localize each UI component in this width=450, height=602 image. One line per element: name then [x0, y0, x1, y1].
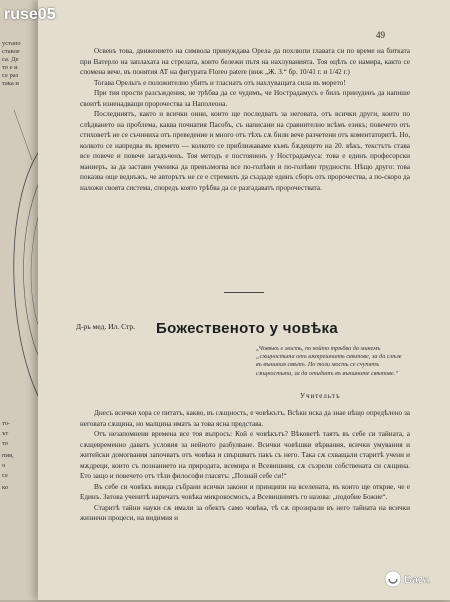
- article-body: [80, 408, 410, 524]
- article-author: Д-рь мед. Ил. Стр.: [76, 322, 136, 331]
- facing-text: то-: [2, 420, 11, 427]
- badge-label: Baza: [404, 574, 430, 586]
- paragraph: При тия прости разсъждения, не трѣбва да се чудимъ, че Нострадамусъ е билъ принуденъ да напише своитѣ изненадващи пророчества за Наполеона.: [80, 89, 410, 108]
- facing-text: ставле: [2, 48, 20, 55]
- watermark-logo: ruse05: [4, 6, 56, 23]
- facing-text: о: [2, 462, 6, 469]
- book-page: [38, 0, 450, 600]
- facing-text: ко: [2, 484, 9, 491]
- facing-text: се: [2, 472, 8, 479]
- facing-text: то: [2, 440, 9, 447]
- paragraph: Старитѣ тайни науки сѫ имали за обектъ само човѣка, тѣ сѫ прозирали въ него тайната на всички жизнени процеси, на видимия и: [80, 503, 410, 522]
- facing-page-diagram: [0, 0, 40, 600]
- epigraph-author: Учительтъ: [300, 392, 341, 400]
- article-title: Божественото у човѣка: [156, 320, 339, 337]
- epigraph: „Човѣкъ е мость, по който трѣбва да минемъ „сѫщностьта отъ вѫтрешнитѣ свѣтове, за да слѣзе въ външния свѣтъ. По този мость се счупятъ сѫщностьта, за да отидатъ въ външните свѣтове.“: [256, 345, 402, 377]
- facing-text: устано: [2, 40, 21, 47]
- paragraph: Отъ незапомнени времена все тоя въпросъ: Кой е човѣкътъ? Вѣковетѣ таятъ въ себе си тайната, а сѫщевременно даватъ условия за нейното разбулване. Всички човѣшки вѣрвания, всички умувания и житейски домогвания започватъ отъ човѣка и свършватъ пакъ съ него. Така сѫ схващали старитѣ учени и мѫдреци, които съ познанието на природата, всемира и Всевишния, сѫ съзрели собствената си сѫщина. Ето защо и повечето отъ тѣзи философи гласятъ: „Познай себе си!“: [80, 430, 410, 480]
- facing-text: пия,: [2, 452, 14, 459]
- paragraph: Последниятъ, както и всички онни, които ще последватъ за неговата, отъ всички други, които по слѣдването на проблема, каква почнатия Пасобъ, съ написани на сравнително всѣмъ езикъ; повечето отъ стиховетѣ не се съчиниха отъ преведение и много отъ тѣхъ сѫ били вече разчетени отъ коментаторитѣ. Но, колкото се напредва въ времето — колкото се приближаваме къмъ бѫдещето на 20. вѣкъ, текстътъ става все повече и повече загадъченъ. Тоя методъ е постояненъ у Нострадамуса: това е единъ професорски маниеръ, за да застави ученика да превъзмогва все по-голѣми и по-голѣми трудности. Нѣщо друго: това показва още веднъжъ, че авторътъ не се е стремилъ да създаде единъ сборъ отъ пророчества, а по-скоро да наложи своята система, споредъ която трѣбва да се разгадаватъ пророчествата.: [80, 110, 410, 192]
- page-number: 49: [376, 30, 385, 40]
- section-divider: [224, 292, 264, 293]
- marketplace-badge-icon: [384, 555, 444, 597]
- top-section: [80, 46, 410, 193]
- facing-page: [0, 0, 40, 600]
- paragraph: Тогава Орельтъ е положително убитъ и тласнатъ отъ нахлуващата сила въ морето!: [94, 78, 346, 87]
- paragraph: Въ себе си човѣкъ вижда събрани всички закони и принципи на вселената, въ които ще открие, че е Единъ. Затова ученитѣ наричатъ човѣка микрокосмосъ, а Всевишниятъ го назова: „подобие Божие“.: [80, 482, 410, 501]
- paragraph: Днесъ всички хора се питатъ, какво, въ сѫщность, е човѣкътъ. Всѣки иска да знае нѣщо опредѣлено за неговата сѫщина, но малцина иматъ за това ясна представа.: [80, 409, 410, 428]
- facing-text: се раз: [2, 72, 19, 79]
- facing-text: така и: [2, 80, 19, 87]
- facing-text: са. Де: [2, 56, 19, 63]
- facing-text: ът: [2, 430, 9, 437]
- facing-text: то е и: [2, 64, 18, 71]
- paragraph: Освенъ това, движението на символа принуждава Орела да похлюпи главата си по време на битката при Ватерло на заплахата на стрелата, които бележи пътя на нахлуванията. Тоя оцѣть се намира, както се спомена вече, въ понятия АТ на фигурата Floreo patere (виж „Ж. З.“ бр. 10/41 г. и 1/42 г.): [80, 47, 410, 76]
